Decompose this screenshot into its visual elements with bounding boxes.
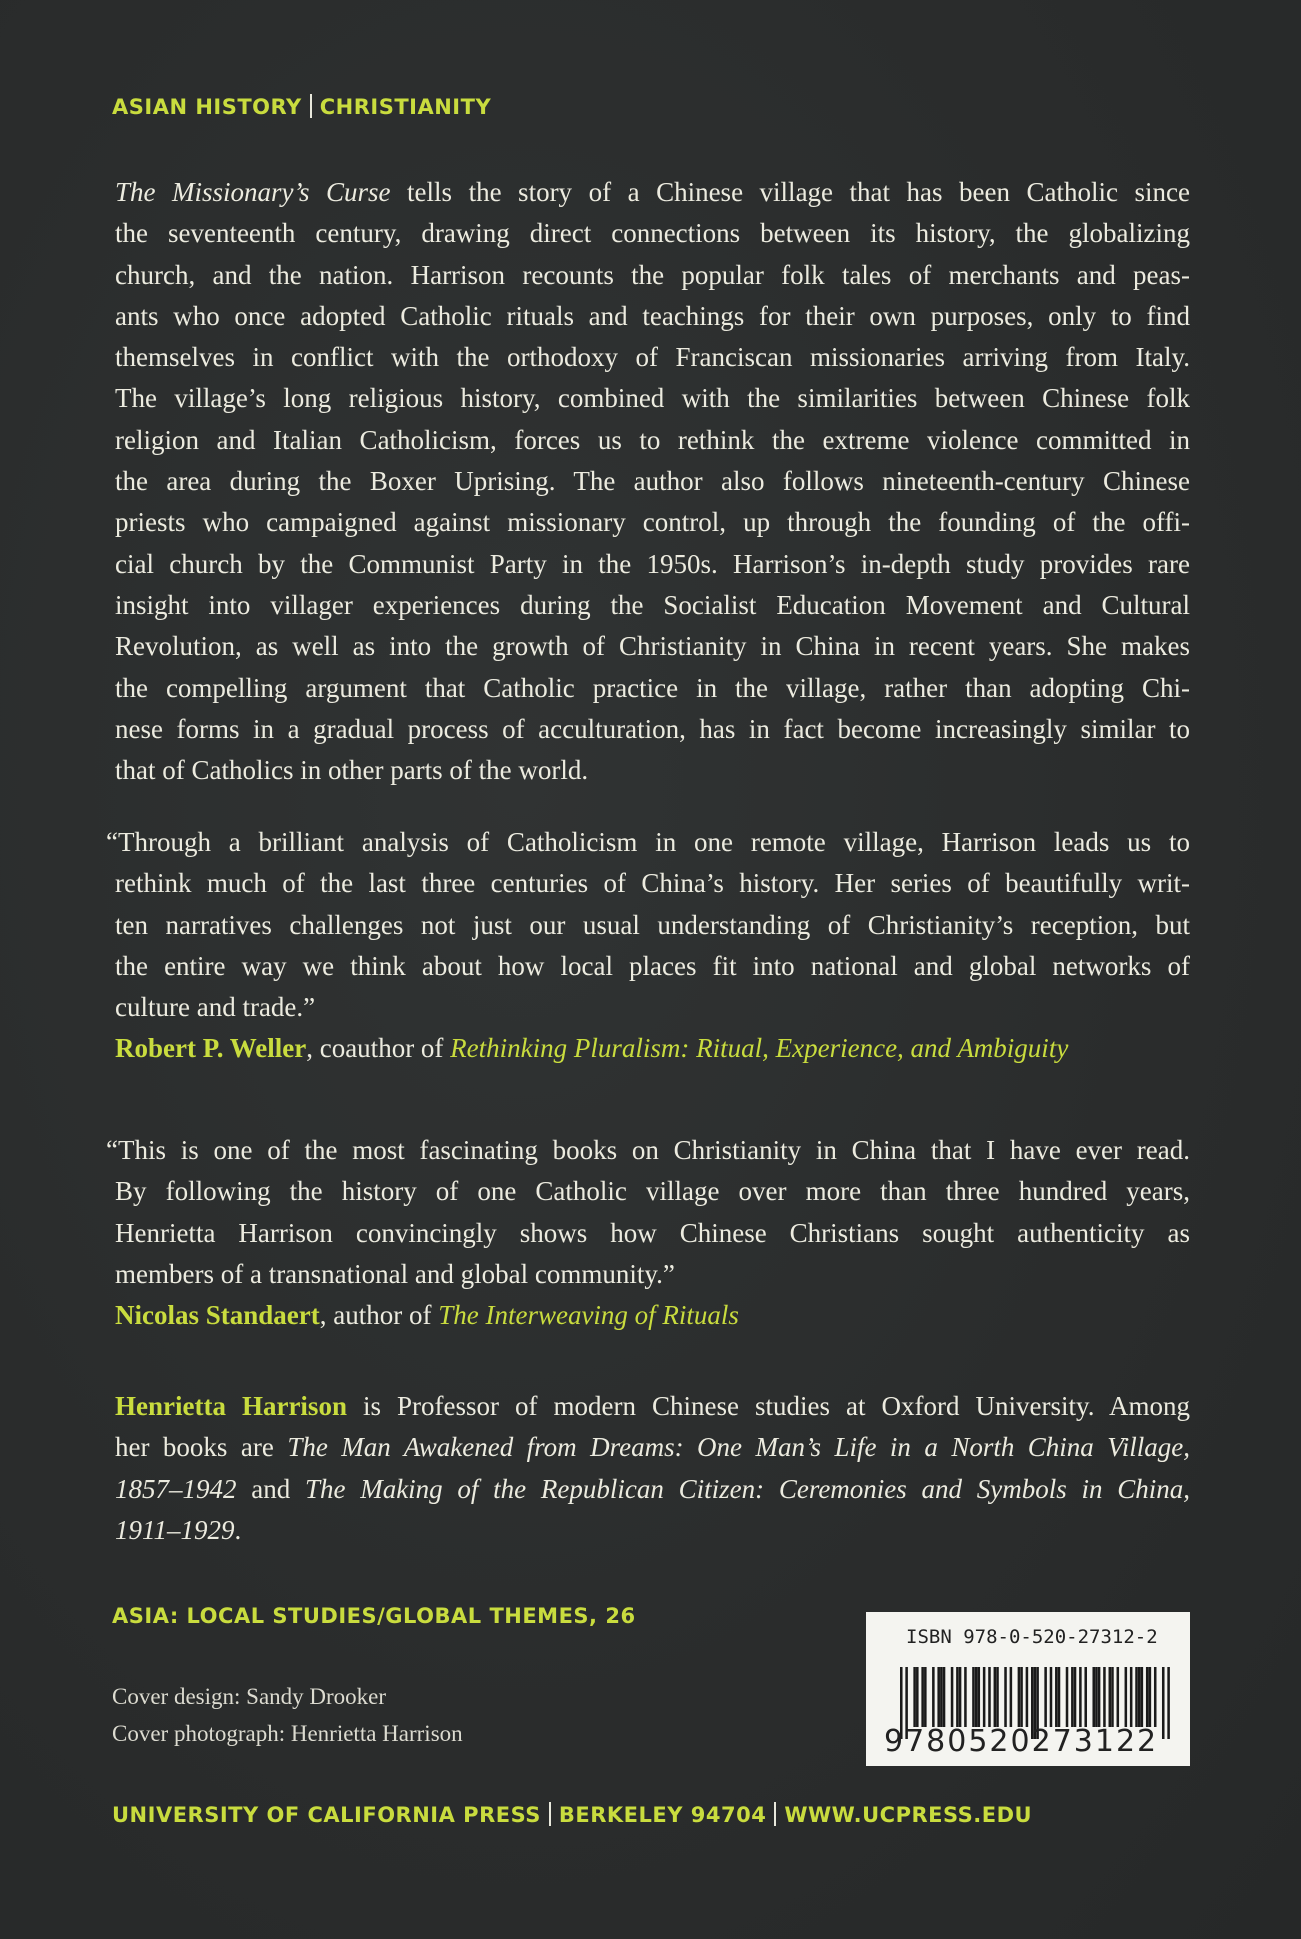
- barcode-bar: [1117, 1667, 1120, 1727]
- barcode-bar: [1095, 1667, 1098, 1727]
- barcode-bar: [1167, 1667, 1170, 1739]
- barcode-bar: [972, 1667, 975, 1727]
- barcode-bar: [1044, 1667, 1047, 1727]
- barcode-bar: [1055, 1667, 1058, 1727]
- text-line: [115, 709, 1190, 750]
- isbn-barcode: [866, 1612, 1190, 1766]
- book-title: 1911–1929: [115, 1514, 235, 1545]
- text-run: culture and trade.”: [115, 992, 316, 1023]
- text-run: the entire way we think about how local places fit into national and global networks of: [115, 950, 1190, 981]
- barcode-bar: [959, 1667, 962, 1727]
- text-line: [106, 1130, 1190, 1171]
- barcode-bar: [1141, 1667, 1144, 1727]
- barcode-bar: [1026, 1667, 1029, 1727]
- text-run: the seventeenth century, drawing direct connections between its history, the globalizing: [115, 218, 1190, 249]
- text-line: [115, 420, 1190, 461]
- barcode-bar: [994, 1667, 997, 1727]
- barcode-bar: [1138, 1667, 1141, 1727]
- text-line: [115, 987, 1190, 1028]
- text-run: themselves in conflict with the orthodoxy of Franciscan missionaries arriving from Italy.: [115, 342, 1190, 373]
- book-title: The Interweaving of Rituals: [438, 1300, 739, 1331]
- cover-photo-credit: Cover photograph: Henrietta Harrison: [112, 1721, 463, 1746]
- book-title: The Man Awakened from Dreams: One Man’s Life in a North China Village,: [287, 1432, 1190, 1463]
- text-run: religion and Italian Catholicism, forces us to rethink the extreme violence committed in: [115, 424, 1190, 455]
- text-run: nese forms in a gradual process of acculturation, has in fact become increasingly similar to: [115, 713, 1190, 744]
- ean-digits: 9780520273122: [884, 1724, 1159, 1759]
- text-line: [115, 585, 1190, 626]
- barcode-bar: [1010, 1667, 1013, 1727]
- barcode-bar: [975, 1667, 978, 1727]
- text-run: Henrietta Harrison convincingly shows how Chinese Christians sought authenticity as: [115, 1217, 1190, 1248]
- barcode-bar: [1130, 1667, 1133, 1727]
- divider: [310, 94, 312, 118]
- barcode-bar: [943, 1667, 946, 1727]
- barcode-bar: [983, 1667, 986, 1727]
- barcode-bar: [1018, 1667, 1021, 1727]
- text-run: By following the history of one Catholic village over more than three hundred years,: [115, 1176, 1190, 1207]
- barcode-bar: [1074, 1667, 1077, 1727]
- text-line: [115, 863, 1190, 904]
- isbn-text: ISBN 978-0-520-27312-2: [906, 1626, 1158, 1648]
- text-run: and: [236, 1473, 305, 1504]
- barcode-bar: [913, 1667, 916, 1727]
- text-line: [115, 1510, 1190, 1551]
- barcode-bar: [1071, 1667, 1074, 1727]
- divider: [774, 1802, 776, 1826]
- text-run: church, and the nation. Harrison recounts the popular folk tales of merchants and peas-: [115, 259, 1190, 290]
- barcode-bar: [1109, 1667, 1112, 1727]
- barcode-bar: [1050, 1667, 1053, 1727]
- text-line: [115, 502, 1190, 543]
- barcode-bar: [978, 1667, 981, 1727]
- category-label: [112, 94, 491, 119]
- book-title: The Missionary’s Curse: [115, 177, 391, 207]
- text-line: [115, 461, 1190, 502]
- text-line: [115, 255, 1190, 296]
- barcode-bar: [1020, 1667, 1023, 1727]
- text-line: [115, 544, 1190, 585]
- cover-design-credit: Cover design: Sandy Drooker: [112, 1684, 387, 1709]
- text-line: [115, 296, 1190, 337]
- text-run: tells the story of a Chinese village that has been Catholic since: [390, 177, 1190, 207]
- text-run: the area during the Boxer Uprising. The author also follows nineteenth-century Chinese: [115, 466, 1190, 497]
- barcode-bar: [964, 1667, 967, 1727]
- book-title: The Making of the Republican Citizen: Ceremonies and Symbols in China,: [304, 1473, 1190, 1504]
- text-run: that of Catholics in other parts of the world.: [115, 755, 589, 786]
- barcode-bar: [956, 1667, 959, 1727]
- text-line: [115, 378, 1190, 419]
- barcode-bar: [1066, 1667, 1069, 1727]
- barcode-bar: [1111, 1667, 1114, 1727]
- text-run: cial church by the Communist Party in the 1950s. Harrison’s in-depth study provides rare: [115, 548, 1190, 579]
- barcode-bar: [937, 1667, 940, 1727]
- text-line: [115, 1028, 1190, 1069]
- text-line: [115, 668, 1190, 709]
- blurb-weller: [106, 822, 1190, 1070]
- publisher-footer: [112, 1802, 1032, 1827]
- text-line: [115, 1469, 1190, 1510]
- barcode-bar: [1098, 1667, 1101, 1727]
- text-run: Revolution, as well as into the growth of Christianity in China in recent years. She makes: [115, 631, 1190, 662]
- barcode-bar: [1146, 1667, 1149, 1727]
- barcode-bar: [1125, 1667, 1128, 1727]
- divider: [549, 1802, 551, 1826]
- person-name: Robert P. Weller: [115, 1033, 307, 1064]
- publisher-city: BERKELEY 94704: [558, 1803, 767, 1827]
- barcode-bar: [940, 1667, 943, 1727]
- text-run: ten narratives challenges not just our usual understanding of Christianity’s reception, but: [115, 909, 1190, 940]
- text-run: The village’s long religious history, combined with the similarities between Chinese folk: [115, 383, 1190, 414]
- text-line: [115, 905, 1190, 946]
- barcode-bar: [916, 1667, 919, 1727]
- text-run: insight into villager experiences during the Socialist Education Movement and Cultural: [115, 589, 1190, 620]
- text-run: ants who once adopted Catholic rituals and teachings for their own purposes, only to find: [115, 300, 1190, 331]
- text-run: “This is one of the most fascinating books on Christianity in China that I have ever read.: [106, 1135, 1190, 1165]
- text-run: is Professor of modern Chinese studies at Oxford University. Among: [346, 1391, 1190, 1421]
- text-line: [115, 1171, 1190, 1212]
- barcode-bar: [924, 1667, 927, 1727]
- barcode-bar: [1084, 1667, 1087, 1727]
- text-line: [115, 1386, 1190, 1427]
- description: [115, 172, 1190, 791]
- cover-credits: [112, 1678, 463, 1752]
- series-title: ASIA: LOCAL STUDIES/GLOBAL THEMES, 26: [112, 1604, 636, 1628]
- barcode-bar: [1103, 1667, 1106, 1727]
- text-run: , author of: [319, 1300, 439, 1331]
- barcode-bar: [1162, 1667, 1165, 1739]
- barcode-bar: [932, 1667, 935, 1727]
- text-run: her books are: [115, 1432, 288, 1463]
- barcode-bar: [988, 1667, 991, 1727]
- text-line: [115, 213, 1190, 254]
- text-run: “Through a brilliant analysis of Catholicism in one remote village, Harrison leads us to: [106, 827, 1190, 857]
- barcode-bar: [951, 1667, 954, 1727]
- text-run: priests who campaigned against missionary control, up through the founding of the offi-: [115, 507, 1190, 538]
- text-run: .: [234, 1514, 242, 1545]
- category-asian-history: ASIAN HISTORY: [112, 95, 302, 119]
- text-run: rethink much of the last three centuries of China’s history. Her series of beautifully writ-: [115, 868, 1190, 899]
- text-line: [106, 822, 1190, 863]
- barcode-bar: [996, 1667, 999, 1727]
- text-line: [115, 172, 1190, 213]
- barcode-bar: [921, 1667, 924, 1727]
- text-run: the compelling argument that Catholic practice in the village, rather than adopting Chi-: [115, 672, 1190, 703]
- publisher-url[interactable]: WWW.UCPRESS.EDU: [784, 1803, 1033, 1827]
- barcode-bar: [1058, 1667, 1061, 1727]
- text-line: [115, 1295, 1190, 1336]
- text-line: [115, 337, 1190, 378]
- text-line: [115, 1213, 1190, 1254]
- author-bio: [115, 1386, 1190, 1551]
- blurb-standaert: [106, 1130, 1190, 1336]
- barcode-bar: [1092, 1667, 1095, 1727]
- person-name: Nicolas Standaert: [115, 1300, 320, 1331]
- person-name: Henrietta Harrison: [115, 1391, 347, 1421]
- text-line: [115, 1254, 1190, 1295]
- text-line: [115, 1427, 1190, 1468]
- text-line: [115, 626, 1190, 667]
- barcode-bar: [1079, 1667, 1082, 1727]
- book-title: Rethinking Pluralism: Ritual, Experience, and Ambiguity: [450, 1033, 1069, 1064]
- text-run: members of a transnational and global community.”: [115, 1258, 675, 1289]
- text-line: [115, 750, 1190, 791]
- book-title: 1857–1942: [115, 1473, 237, 1504]
- barcode-bar: [1154, 1667, 1157, 1727]
- publisher-name: UNIVERSITY OF CALIFORNIA PRESS: [112, 1803, 541, 1827]
- category-christianity: CHRISTIANITY: [319, 95, 492, 119]
- text-line: [115, 946, 1190, 987]
- barcode-bar: [1135, 1667, 1138, 1727]
- barcode-bar: [1004, 1667, 1007, 1727]
- barcode-bar: [1149, 1667, 1152, 1727]
- text-run: , coauthor of: [306, 1033, 451, 1064]
